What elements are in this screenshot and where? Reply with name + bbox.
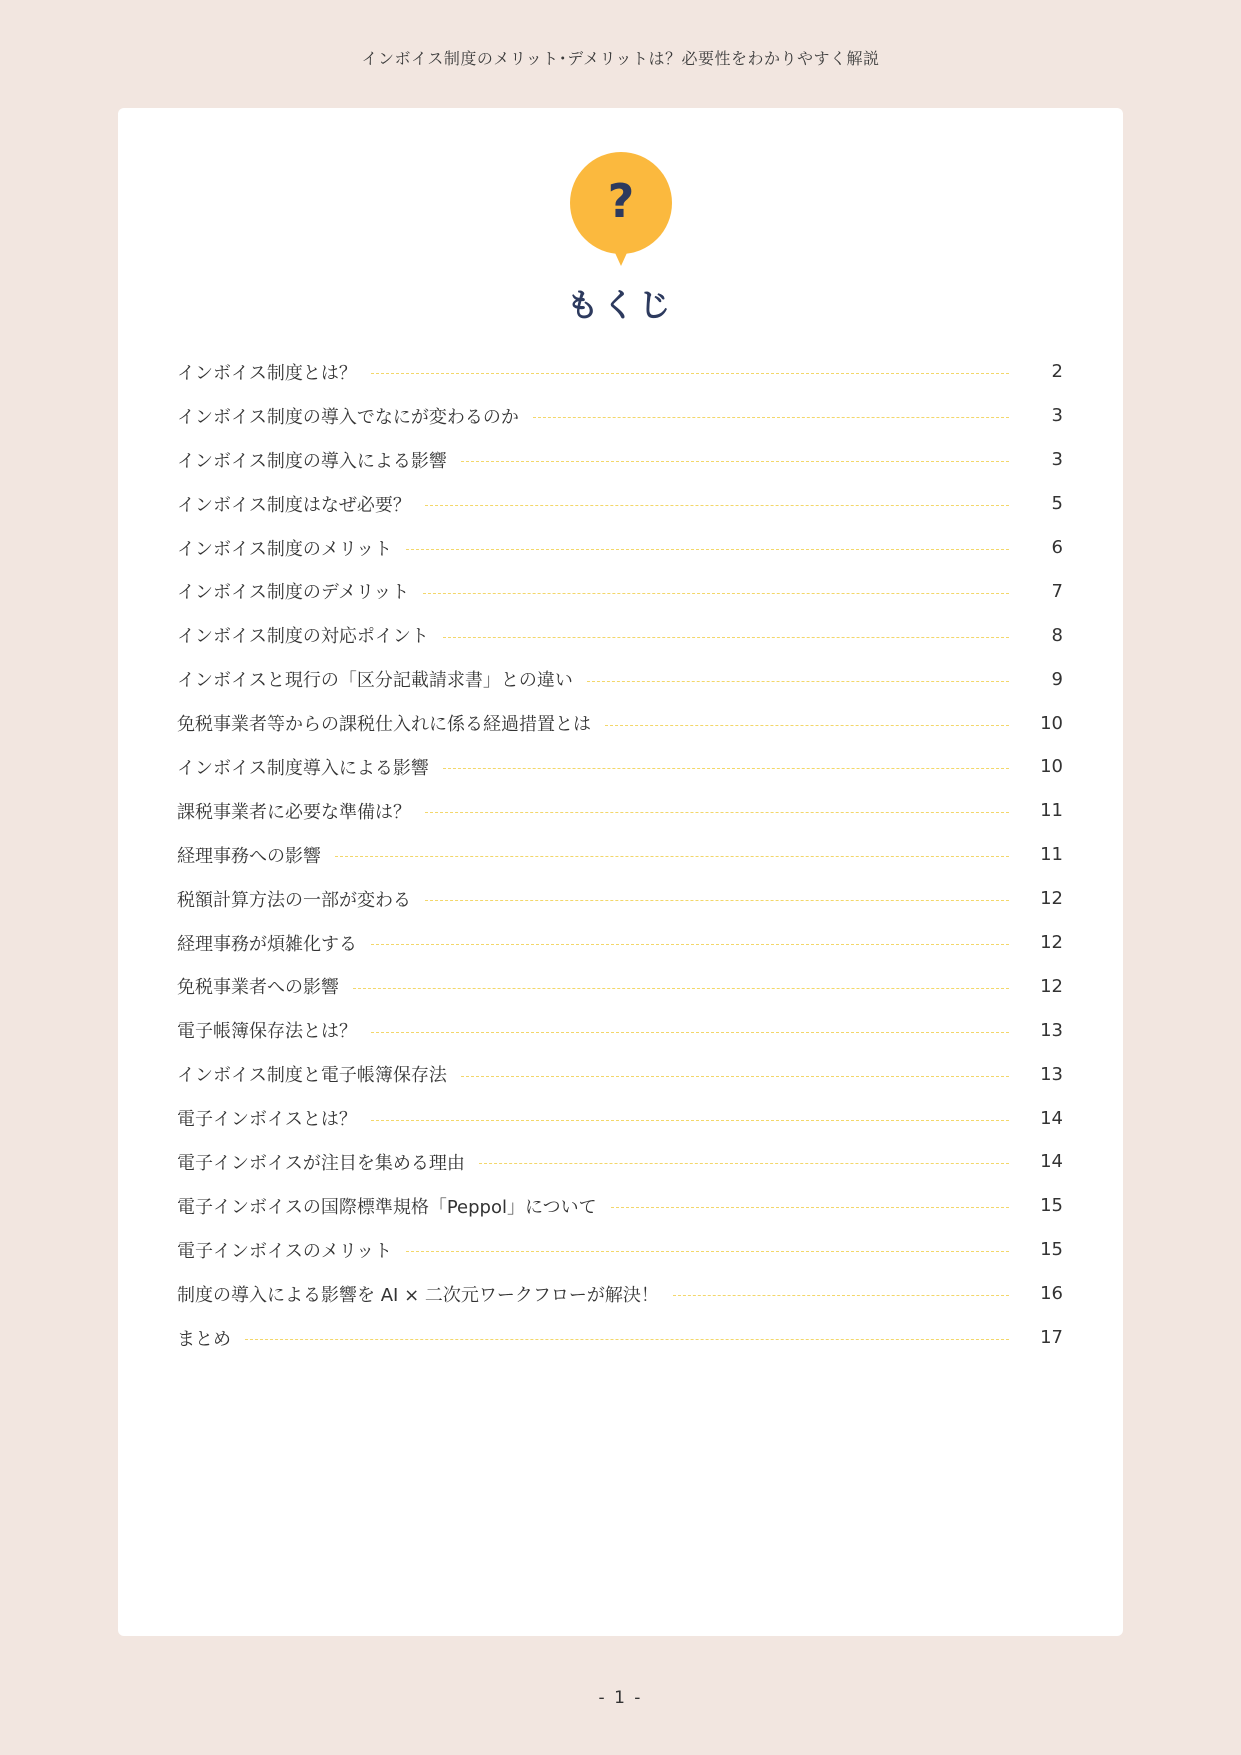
- toc-leader-dots: [673, 1295, 1009, 1296]
- toc-item[interactable]: [177, 921, 1063, 965]
- toc-item-page: 13: [1040, 1063, 1063, 1085]
- toc-item[interactable]: [177, 1140, 1063, 1184]
- bubble-tail: [611, 244, 631, 266]
- toc-item-page: 12: [1040, 975, 1063, 997]
- toc-leader-dots: [335, 856, 1009, 857]
- toc-item[interactable]: [177, 964, 1063, 1008]
- toc-leader-dots: [425, 900, 1009, 901]
- page-number: - 1 -: [598, 1688, 643, 1708]
- toc-item[interactable]: [177, 569, 1063, 613]
- toc-item[interactable]: [177, 394, 1063, 438]
- toc-item-page: 13: [1040, 1019, 1063, 1041]
- toc-item[interactable]: [177, 350, 1063, 394]
- toc-item-label: インボイス制度の導入による影響: [177, 450, 447, 472]
- toc-leader-dots: [423, 593, 1009, 594]
- toc-item-page: 10: [1040, 712, 1063, 734]
- toc-item[interactable]: [177, 701, 1063, 745]
- toc-item-label: 課税事業者に必要な準備は？: [177, 801, 411, 823]
- toc-leader-dots: [371, 373, 1009, 374]
- question-bubble-circle: [570, 152, 672, 254]
- toc-item-page: 11: [1040, 800, 1063, 822]
- toc-item[interactable]: [177, 1184, 1063, 1228]
- toc-item-label: 電子インボイスとは？: [177, 1109, 357, 1131]
- toc-item-label: 免税事業者等からの課税仕入れに係る経過措置とは: [177, 714, 591, 736]
- toc-item-label: インボイス制度のメリット: [177, 538, 393, 560]
- toc-item-label: 電子帳簿保存法とは？: [177, 1021, 357, 1043]
- toc-leader-dots: [611, 1207, 1009, 1208]
- toc-item-label: 経理事務が煩雑化する: [177, 933, 357, 955]
- toc-leader-dots: [371, 944, 1009, 945]
- toc-item[interactable]: [177, 1272, 1063, 1316]
- toc-leader-dots: [425, 812, 1009, 813]
- toc-item-page: 14: [1040, 1107, 1063, 1129]
- toc-item-label: 経理事務への影響: [177, 845, 321, 867]
- toc-item[interactable]: [177, 1052, 1063, 1096]
- toc-item-label: 免税事業者への影響: [177, 977, 339, 999]
- toc-item-page: 8: [1051, 624, 1063, 646]
- toc-item-label: インボイス制度と電子帳簿保存法: [177, 1065, 447, 1087]
- toc-leader-dots: [587, 681, 1009, 682]
- document-header-title: インボイス制度のメリット･デメリットは？必要性をわかりやすく解説: [361, 49, 880, 68]
- toc-leader-dots: [533, 417, 1009, 418]
- toc-list: [177, 350, 1063, 1359]
- toc-leader-dots: [461, 1076, 1009, 1077]
- toc-item-page: 6: [1051, 537, 1063, 558]
- toc-item-page: 15: [1040, 1195, 1063, 1217]
- toc-item-page: 14: [1040, 1151, 1063, 1173]
- toc-item-label: インボイス制度導入による影響: [177, 757, 429, 779]
- toc-item-label: 電子インボイスが注目を集める理由: [177, 1152, 465, 1174]
- toc-leader-dots: [353, 988, 1009, 989]
- toc-leader-dots: [425, 505, 1009, 506]
- toc-item-page: 9: [1051, 668, 1063, 690]
- toc-item-page: 12: [1040, 888, 1063, 910]
- toc-item[interactable]: [177, 745, 1063, 789]
- toc-leader-dots: [479, 1163, 1009, 1164]
- toc-leader-dots: [371, 1032, 1009, 1033]
- toc-item-page: 3: [1051, 405, 1063, 427]
- toc-item-page: 17: [1040, 1327, 1063, 1349]
- toc-item[interactable]: [177, 1228, 1063, 1272]
- toc-item-page: 7: [1051, 580, 1063, 602]
- toc-leader-dots: [245, 1339, 1009, 1340]
- toc-item-label: インボイス制度の対応ポイント: [177, 626, 429, 648]
- toc-item[interactable]: [177, 613, 1063, 657]
- toc-leader-dots: [443, 768, 1009, 769]
- toc-item[interactable]: [177, 1096, 1063, 1140]
- toc-item-page: 12: [1040, 932, 1063, 954]
- toc-item-label: まとめ: [177, 1328, 231, 1350]
- toc-item-page: 10: [1040, 756, 1063, 778]
- toc-item-page: 2: [1051, 361, 1063, 383]
- toc-item-label: インボイス制度のデメリット: [177, 582, 410, 604]
- toc-leader-dots: [461, 461, 1009, 462]
- toc-item[interactable]: [177, 657, 1063, 701]
- toc-item-page: 15: [1040, 1239, 1063, 1261]
- toc-item[interactable]: [177, 526, 1063, 570]
- question-bubble-icon: [570, 152, 672, 272]
- toc-leader-dots: [371, 1120, 1009, 1121]
- toc-item-page: 16: [1040, 1283, 1063, 1305]
- toc-item-page: 11: [1040, 844, 1063, 866]
- toc-item[interactable]: [177, 1316, 1063, 1360]
- toc-heading: もくじ: [566, 286, 675, 324]
- toc-item[interactable]: [177, 438, 1063, 482]
- toc-item[interactable]: [177, 833, 1063, 877]
- toc-item-label: 制度の導入による影響を AI × 二次元ワークフローが解決！: [177, 1284, 659, 1306]
- toc-leader-dots: [406, 549, 1009, 550]
- toc-item-label: インボイスと現行の「区分記載請求書」との違い: [177, 670, 573, 692]
- toc-item[interactable]: [177, 482, 1063, 526]
- toc-item[interactable]: [177, 877, 1063, 921]
- toc-item[interactable]: [177, 1008, 1063, 1052]
- toc-item-label: 電子インボイスの国際標準規格「Peppol」について: [177, 1196, 597, 1218]
- toc-item-label: インボイス制度はなぜ必要？: [177, 494, 411, 516]
- toc-item[interactable]: [177, 789, 1063, 833]
- toc-leader-dots: [605, 725, 1009, 726]
- toc-item-label: インボイス制度とは？: [177, 362, 357, 384]
- toc-item-label: 電子インボイスのメリット: [177, 1240, 393, 1262]
- toc-item-page: 5: [1051, 493, 1063, 515]
- toc-item-label: インボイス制度の導入でなにが変わるのか: [177, 406, 519, 428]
- toc-leader-dots: [443, 637, 1009, 638]
- question-mark-icon: ?: [607, 174, 635, 228]
- toc-item-label: 税額計算方法の一部が変わる: [177, 889, 411, 911]
- toc-leader-dots: [406, 1251, 1009, 1252]
- content-card: [118, 108, 1123, 1636]
- toc-item-page: 3: [1051, 449, 1063, 471]
